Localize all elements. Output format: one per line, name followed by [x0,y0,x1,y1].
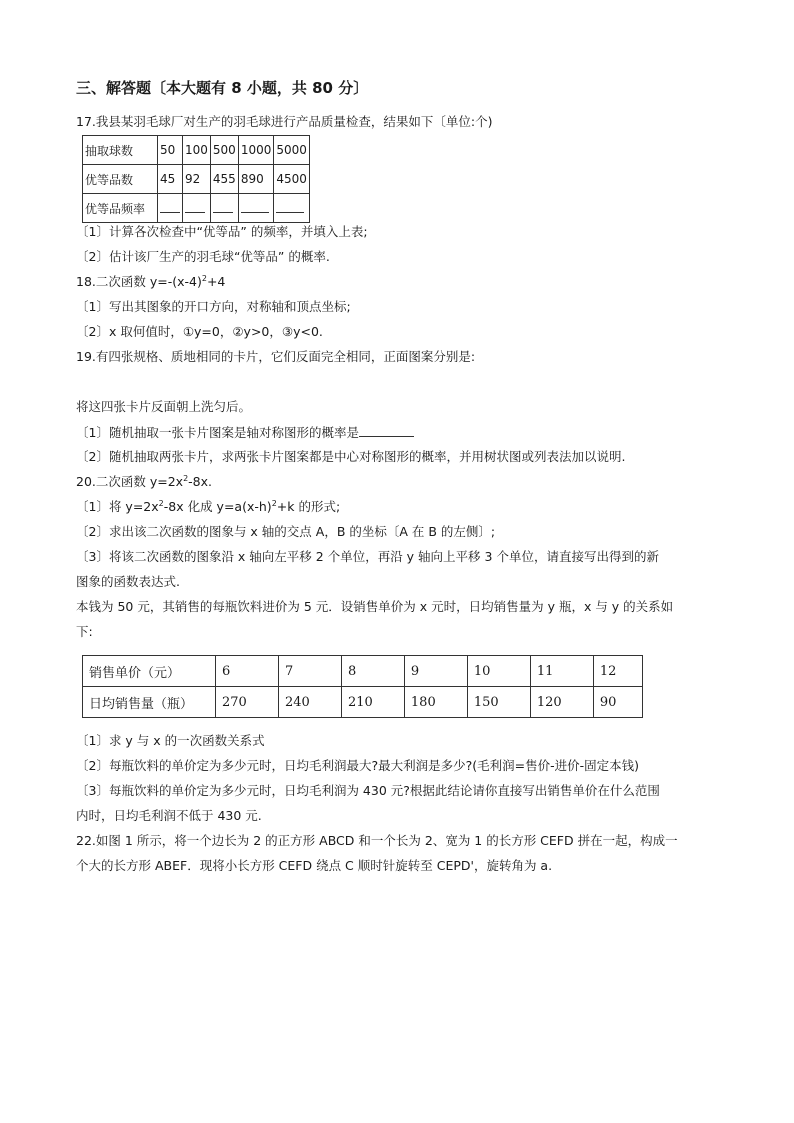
volume-cell: 90 [593,687,642,718]
sampled-cell: 500 [210,136,238,165]
q17-part2: 〔2〕估计该厂生产的羽毛球“优等品” 的概率. [76,249,330,264]
premium-cell: 4500 [274,165,310,194]
q21-part3-line2: 内时，日均毛利润不低于 430 元. [76,808,262,823]
q21-stem-line1: 本钱为 50 元，其销售的每瓶饮料进价为 5 元．设销售单价为 x 元时，日均销售量为 y 瓶，x 与 y 的关系如 [76,599,674,614]
answer-blank [359,423,414,437]
premium-cell: 455 [210,165,238,194]
q19-note: 将这四张卡片反面朝上洗匀后。 [76,399,252,414]
price-cell: 8 [341,656,404,687]
q21-part1: 〔1〕求 y 与 x 的一次函数关系式 [76,733,265,748]
price-cell: 6 [216,656,279,687]
volume-cell: 150 [467,687,530,718]
price-label: 销售单价（元） [83,656,216,687]
table-row [83,194,310,223]
q21-stem-line2: 下: [76,624,93,639]
premium-cell: 92 [183,165,211,194]
price-cell: 12 [593,656,642,687]
premium-cell: 45 [158,165,183,194]
sales-table [82,655,643,718]
price-cell: 9 [404,656,467,687]
table-row [83,656,643,687]
q18-part2: 〔2〕x 取何值时，①y=0，②y>0，③y<0. [76,324,323,339]
table-row [83,687,643,718]
price-cell: 11 [530,656,593,687]
row-label-premium: 优等品数 [83,165,158,194]
row-label-sampled: 抽取球数 [83,136,158,165]
q22-line1: 22.如图 1 所示，将一个边长为 2 的正方形 ABCD 和一个长为 2、宽为 1 的长方形 CEFD 拼在一起，构成一 [76,833,678,848]
q18-part1: 〔1〕写出其图象的开口方向，对称轴和顶点坐标; [76,299,351,314]
volume-cell: 180 [404,687,467,718]
q20-stem: 20.二次函数 $y=2x^2-8x$. [76,473,213,489]
premium-cell: 890 [238,165,274,194]
frequency-blank [238,194,274,223]
sampled-cell: 1000 [238,136,274,165]
price-cell: 10 [467,656,530,687]
q20-part3-line1: 〔3〕将该二次函数的图象沿 x 轴向左平移 2 个单位，再沿 y 轴向上平移 3 个单位，请直接写出得到的新 [76,549,659,564]
q17-stem: 17.我县某羽毛球厂对生产的羽毛球进行产品质量检查，结果如下〔单位:个) [76,114,493,129]
q21-part3-line1: 〔3〕每瓶饮料的单价定为多少元时，日均毛利润为 430 元?根据此结论请你直接写出销售单价在什么范围 [76,783,660,798]
q20-part3-line2: 图象的函数表达式. [76,574,180,589]
volume-cell: 240 [278,687,341,718]
table-row [83,136,310,165]
quality-table [82,135,310,223]
price-cell: 7 [278,656,341,687]
frequency-blank [158,194,183,223]
frequency-blank [210,194,238,223]
row-label-frequency: 优等品频率 [83,194,158,223]
q19-part2: 〔2〕随机抽取两张卡片，求两张卡片图案都是中心对称图形的概率，并用树状图或列表法加以说明. [76,449,626,464]
q21-part2: 〔2〕每瓶饮料的单价定为多少元时，日均毛利润最大?最大利润是多少?(毛利润=售价-进价-固定本钱) [76,758,639,773]
q19-part1: 〔1〕随机抽取一张卡片图案是轴对称图形的概率是 [76,423,414,442]
sampled-cell: 50 [158,136,183,165]
q22-line2: 个大的长方形 ABEF．现将小长方形 CEFD 绕点 C 顺时针旋转至 CEPD'，旋转角为 a. [76,858,553,873]
q20-part2: 〔2〕求出该二次函数的图象与 x 轴的交点 A，B 的坐标〔A 在 B 的左侧〕; [76,524,496,539]
volume-label: 日均销售量（瓶） [83,687,216,718]
q20-part1: 〔1〕将 $y=2x^2-8x$ 化成 $y=a(x-h)^2+k$ 的形式; [76,498,341,514]
q18-stem: 18.二次函数 $y=-(x-4)^2+4$ [76,273,226,289]
sampled-cell: 100 [183,136,211,165]
frequency-blank [183,194,211,223]
section-heading: 三、解答题〔本大题有 8 小题，共 80 分〕 [76,79,369,97]
volume-cell: 210 [341,687,404,718]
q17-part1: 〔1〕计算各次检查中“优等品” 的频率，并填入上表; [76,224,368,239]
volume-cell: 120 [530,687,593,718]
frequency-blank [274,194,310,223]
sampled-cell: 5000 [274,136,310,165]
q19-stem: 19.有四张规格、质地相同的卡片，它们反面完全相同，正面图案分别是: [76,349,476,364]
volume-cell: 270 [216,687,279,718]
table-row [83,165,310,194]
